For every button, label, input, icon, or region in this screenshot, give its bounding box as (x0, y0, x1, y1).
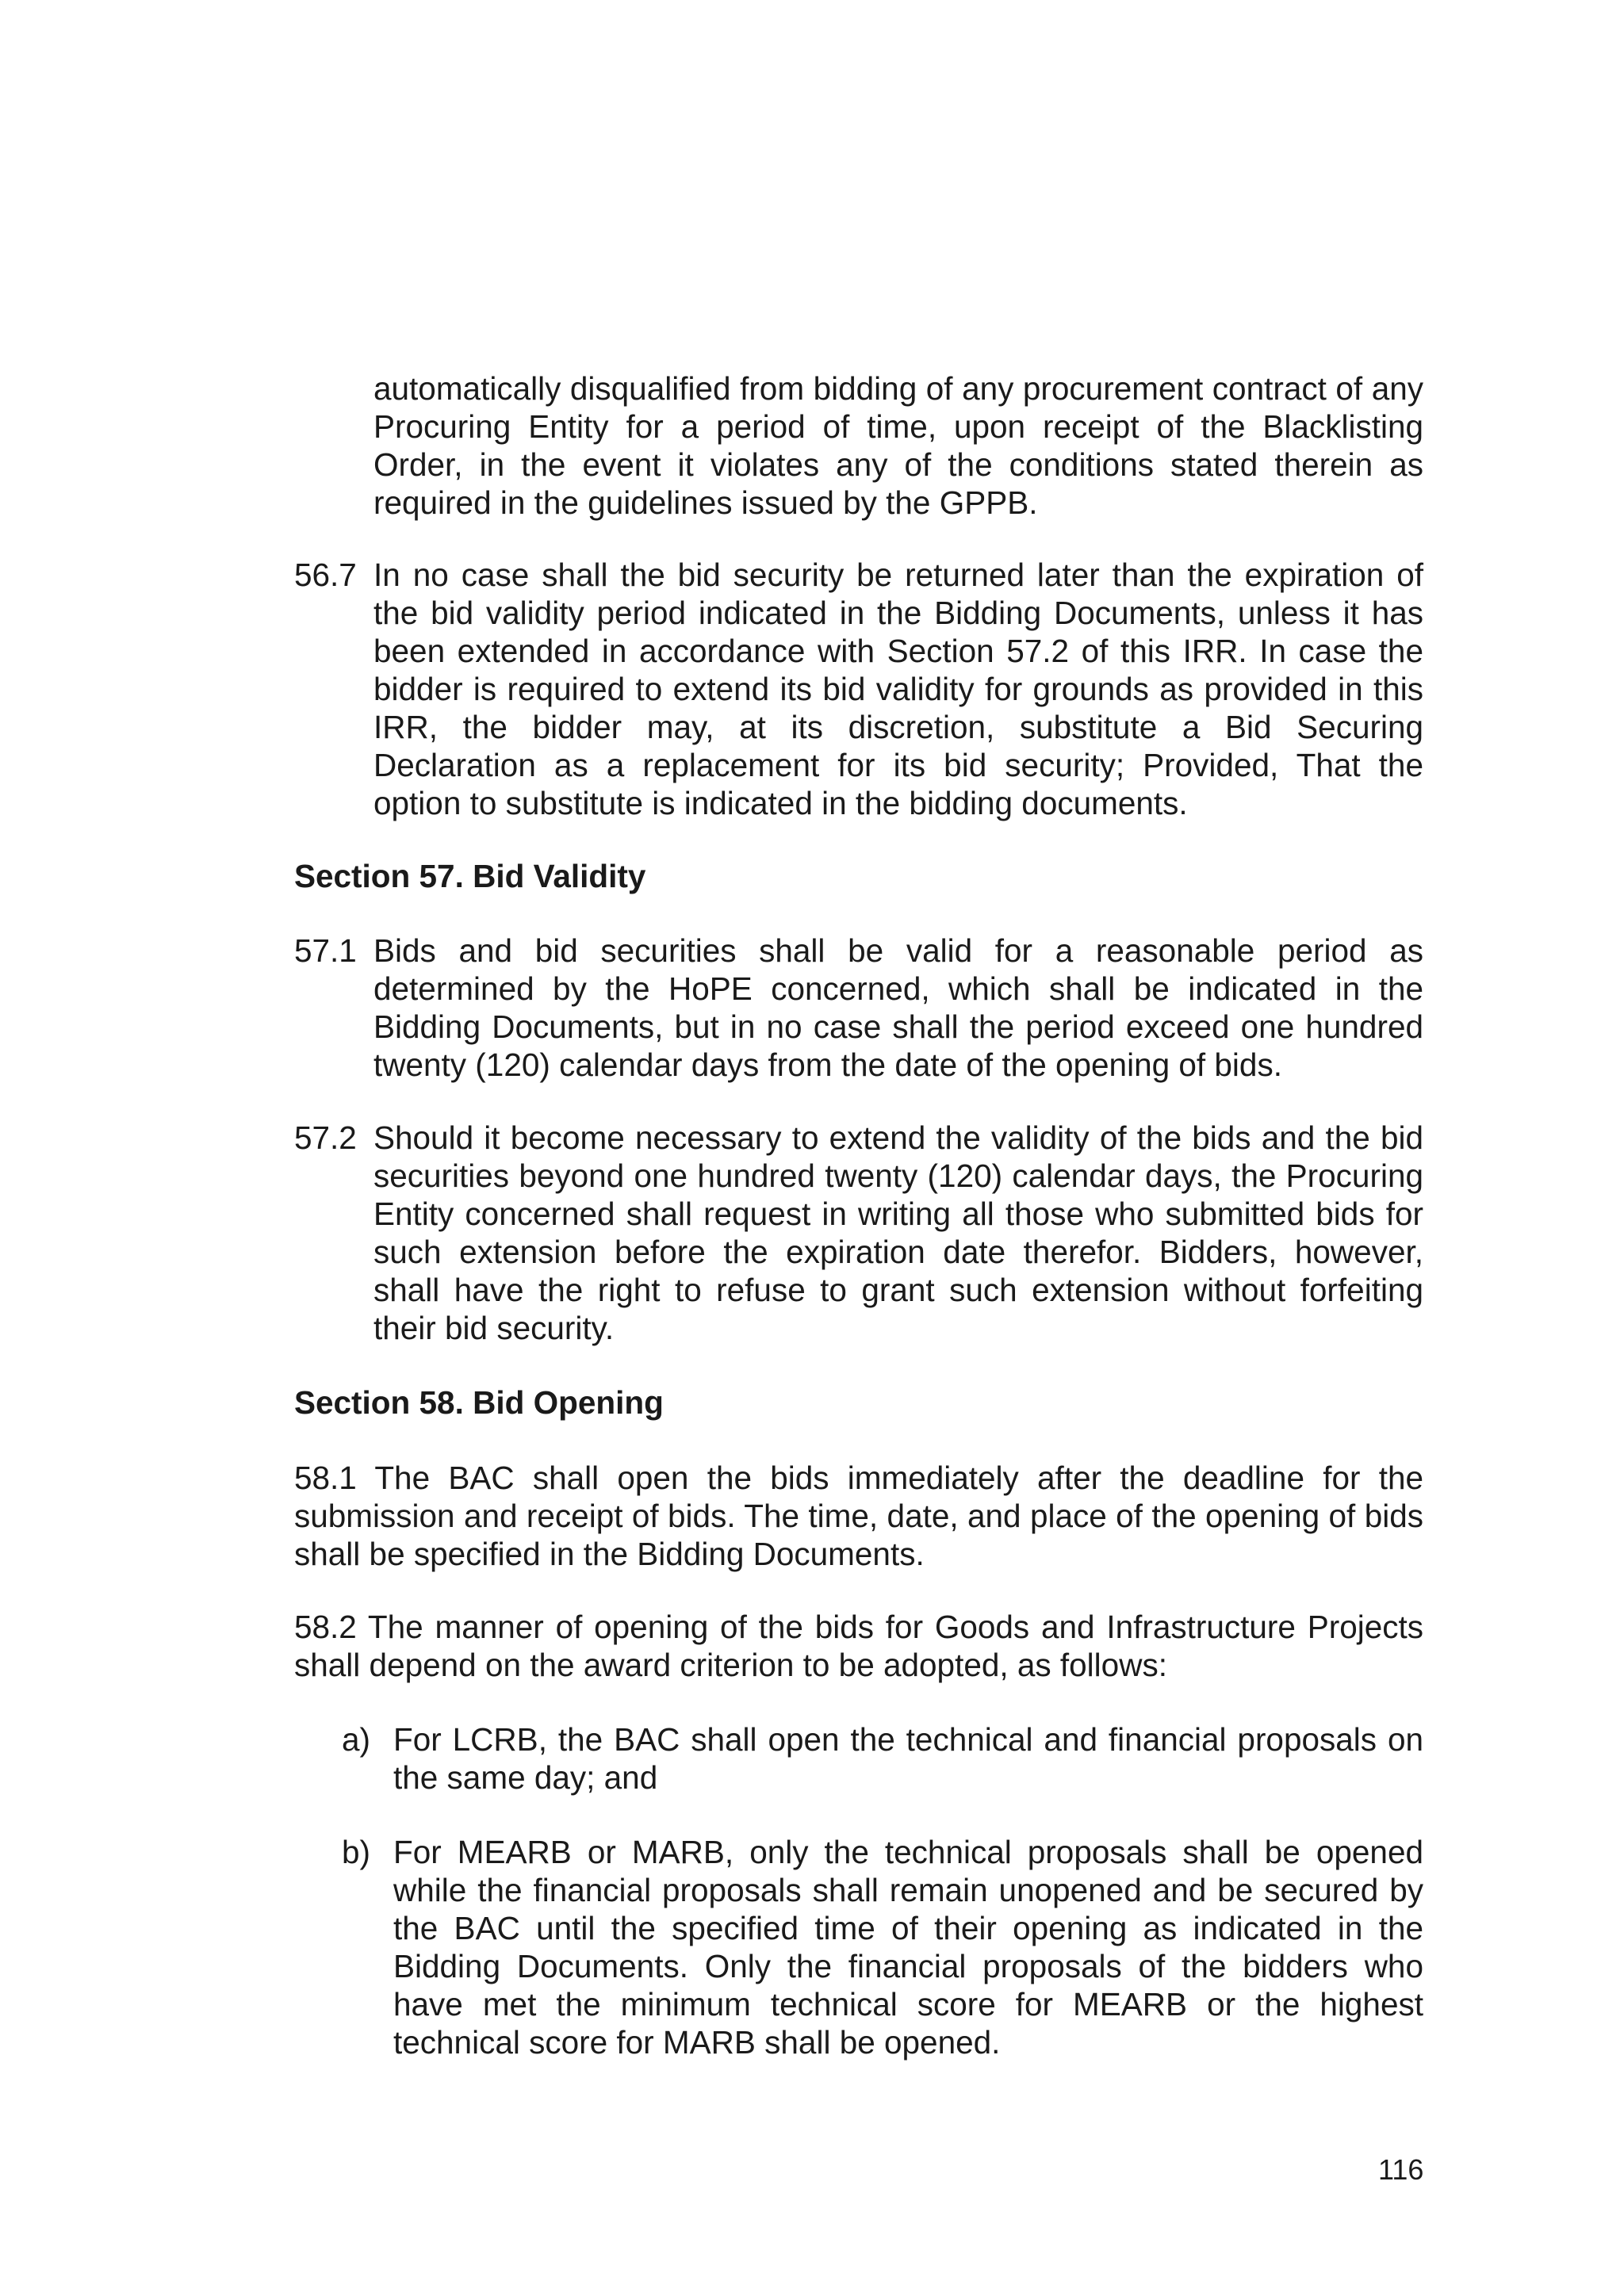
list-marker-a: a) (342, 1721, 371, 1758)
paragraph-number-57-2: 57.2 (294, 1119, 357, 1156)
list-item-a: For LCRB, the BAC shall open the technical and financial proposals on the same day; and (393, 1721, 1423, 1796)
page-number: 116 (1378, 2153, 1424, 2186)
section-58-heading: Section 58. Bid Opening (294, 1384, 664, 1421)
paragraph-number-56-7: 56.7 (294, 557, 357, 593)
section-57-heading: Section 57. Bid Validity (294, 858, 646, 894)
continued-paragraph: automatically disqualified from bidding of any procurement contract of any Procuring Entity for a period of time, upon receipt of the Blacklisting Order, in the event it violates any of the conditions stated therein as required in the guidelines issued by the GPPB. (373, 370, 1423, 521)
list-item-b: For MEARB or MARB, only the technical proposals shall be opened while the financial proposals shall remain unopened and be secured by the BAC until the specified time of their opening as indicated in the Bidding Documents. Only the financial proposals of the bidders who have met the minimum technical score for MEARB or the highest technical score for MARB shall be opened. (393, 1834, 1423, 2061)
paragraph-57-1: Bids and bid securities shall be valid for a reasonable period as determined by the HoPE concerned, which shall be indicated in the Bidding Documents, but in no case shall the period exceed one hundred twenty (120) calendar days from the date of the opening of bids. (373, 932, 1423, 1083)
list-marker-b: b) (342, 1834, 371, 1870)
paragraph-number-57-1: 57.1 (294, 932, 357, 969)
paragraph-57-2: Should it become necessary to extend the validity of the bids and the bid securities beyond one hundred twenty (120) calendar days, the Procuring Entity concerned shall request in writing all those who submitted bids for such extension before the expiration date therefor. Bidders, however, shall have the right to refuse to grant such extension without forfeiting their bid security. (373, 1119, 1423, 1346)
paragraph-56-7: In no case shall the bid security be returned later than the expiration of the bid validity period indicated in the Bidding Documents, unless it has been extended in accordance with Section 57.2 of this IRR. In case the bidder is required to extend its bid validity for grounds as provided in this IRR, the bidder may, at its discretion, substitute a Bid Securing Declaration as a replacement for its bid security; Provided, That the option to substitute is indicated in the bidding documents. (373, 557, 1423, 821)
paragraph-58-2: 58.2 The manner of opening of the bids for Goods and Infrastructure Projects shall depend on the award criterion to be adopted, as follows: (294, 1609, 1423, 1683)
paragraph-58-1: 58.1 The BAC shall open the bids immediately after the deadline for the submission and receipt of bids. The time, date, and place of the opening of bids shall be specified in the Bidding Documents. (294, 1460, 1423, 1572)
